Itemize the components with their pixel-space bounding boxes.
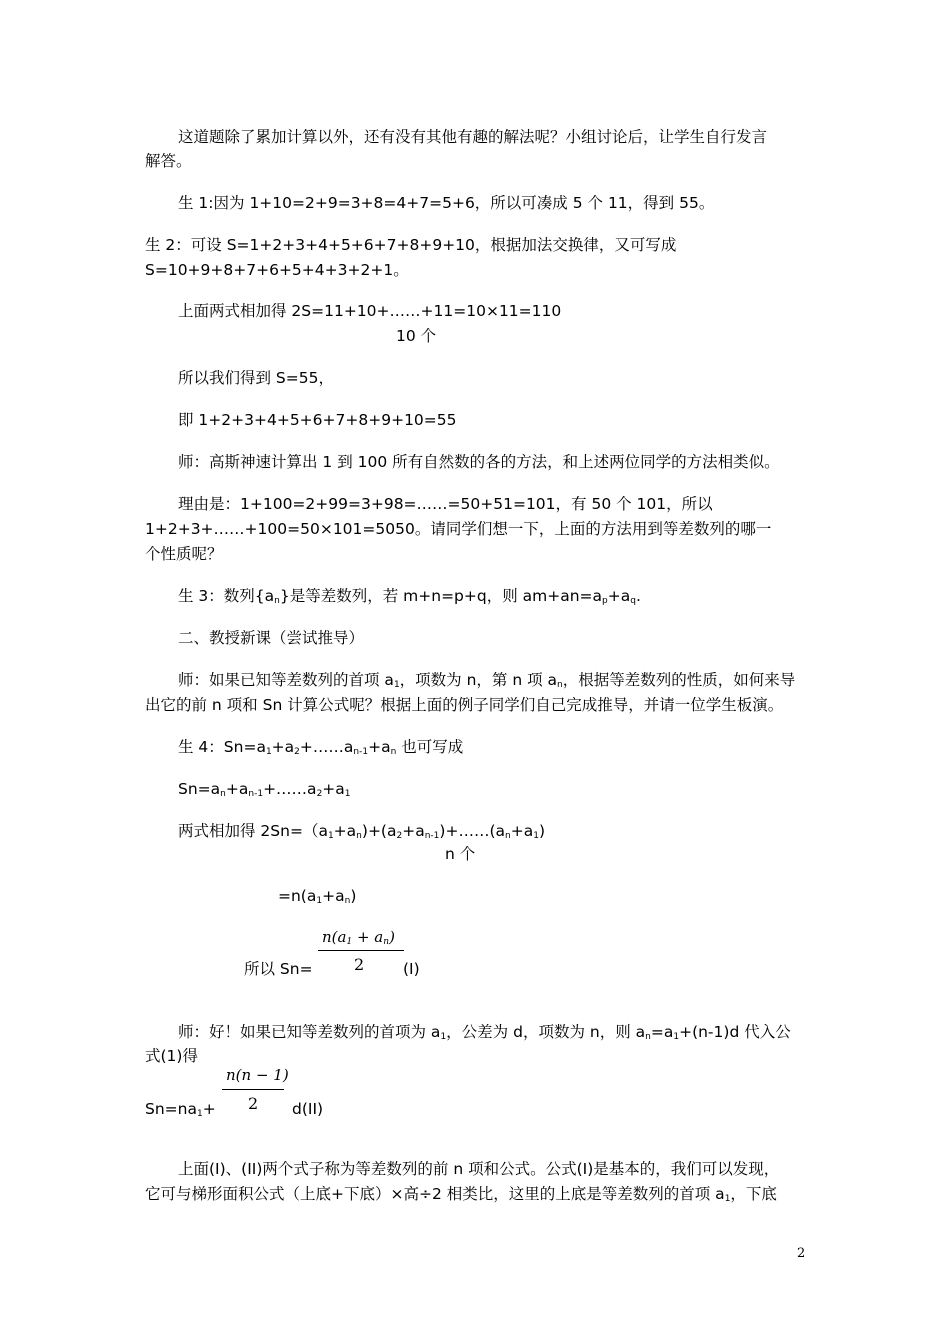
result-line: 所以我们得到 S=55， [178, 369, 334, 387]
student4-answer: 生 4：$Sn=a_1+a_2+\dots\dots a_{n-1}+a_n$ 也可写成 [178, 738, 464, 757]
result-line: 即 1+2+3+4+5+6+7+8+9+10=55 [178, 411, 457, 429]
reason-line: 1+2+3+……+100=50×101=5050。请同学们想一下，上面的方法用到等差数列的哪一 [145, 520, 772, 538]
reverse-sum: $Sn=a_n+a_{n-1}+\dots\dots a_2+a_1$ [178, 780, 351, 799]
paragraph-line: 解答。 [145, 152, 192, 170]
summary-line: 它可与梯形面积公式（上底+下底）×高÷2 相类比，这里的上底是等差数列的首项 $a_1$，下底 [145, 1185, 777, 1204]
student1-answer: 生 1:因为 1+10=2+9=3+8=4+7=5+6，所以可凑成 5 个 11，得到 55。 [178, 194, 715, 212]
reason-line: 个性质呢？ [145, 545, 223, 563]
teacher-question: 师：如果已知等差数列的首项 $a_1$，项数为 n，第 n 项 $a_n$，根据等差数列的性质，如何来导 [178, 671, 796, 690]
sn-label: 所以 Sn= [244, 960, 313, 978]
fraction-denominator: 2 [354, 955, 365, 974]
student2-answer-cont: S=10+9+8+7+6+5+4+3+2+1。 [145, 261, 409, 279]
student3-answer: 生 3：数列$\{a_n\}$是等差数列，若 m+n=p+q，则 $am+an=a_p+a_q$. [178, 587, 641, 606]
sn-formula-2: $Sn=na_1+$ [145, 1100, 216, 1119]
teacher-question-cont: 出它的前 n 项和 Sn 计算公式呢？根据上面的例子同学们自己完成推导，并请一位学生板演。 [145, 696, 784, 714]
count-label-n: n 个 [445, 845, 476, 863]
formula-tag: (I) [403, 960, 420, 978]
fraction-bar [222, 1089, 284, 1090]
formula-tag: d(II) [292, 1100, 324, 1118]
page-number: 2 [797, 1246, 806, 1261]
section-heading: 二、教授新课（尝试推导） [178, 629, 365, 647]
count-label: 10 个 [396, 327, 437, 345]
sum-line: 上面两式相加得 2S=11+10+……+11=10×11=110 [178, 302, 562, 320]
fraction-denominator: 2 [248, 1094, 259, 1113]
teacher-remark-2-cont: 式(1)得 [145, 1047, 198, 1065]
reason-line: 理由是：1+100=2+99=3+98=……=50+51=101，有 50 个 101，所以 [178, 495, 713, 513]
fraction-numerator: $n(a_1 + a_n)$ [322, 928, 395, 947]
fraction-bar [318, 950, 404, 951]
summary-line: 上面(I)、(II)两个式子称为等差数列的前 n 项和公式。公式(I)是基本的，我们可以发现， [178, 1160, 780, 1178]
teacher-remark-2: 师：好！如果已知等差数列的首项为 $a_1$，公差为 d，项数为 n，则 $a_n=a_1+(n-1)d$ 代入公 [178, 1023, 791, 1042]
equals-line: $=n(a_1+a_n)$ [278, 887, 357, 906]
sum-line-2: 两式相加得 $2Sn=(a_1+a_n)+(a_2+a_{n-1})+\dots\dots(a_n+a_1)$ [178, 822, 546, 841]
fraction-numerator: n(n − 1) [226, 1066, 289, 1084]
student2-answer: 生 2：可设 S=1+2+3+4+5+6+7+8+9+10，根据加法交换律，又可写成 [145, 236, 677, 254]
teacher-remark: 师：高斯神速计算出 1 到 100 所有自然数的各的方法，和上述两位同学的方法相类似。 [178, 453, 780, 471]
paragraph-line: 这道题除了累加计算以外，还有没有其他有趣的解法呢？小组讨论后，让学生自行发言 [178, 128, 768, 146]
